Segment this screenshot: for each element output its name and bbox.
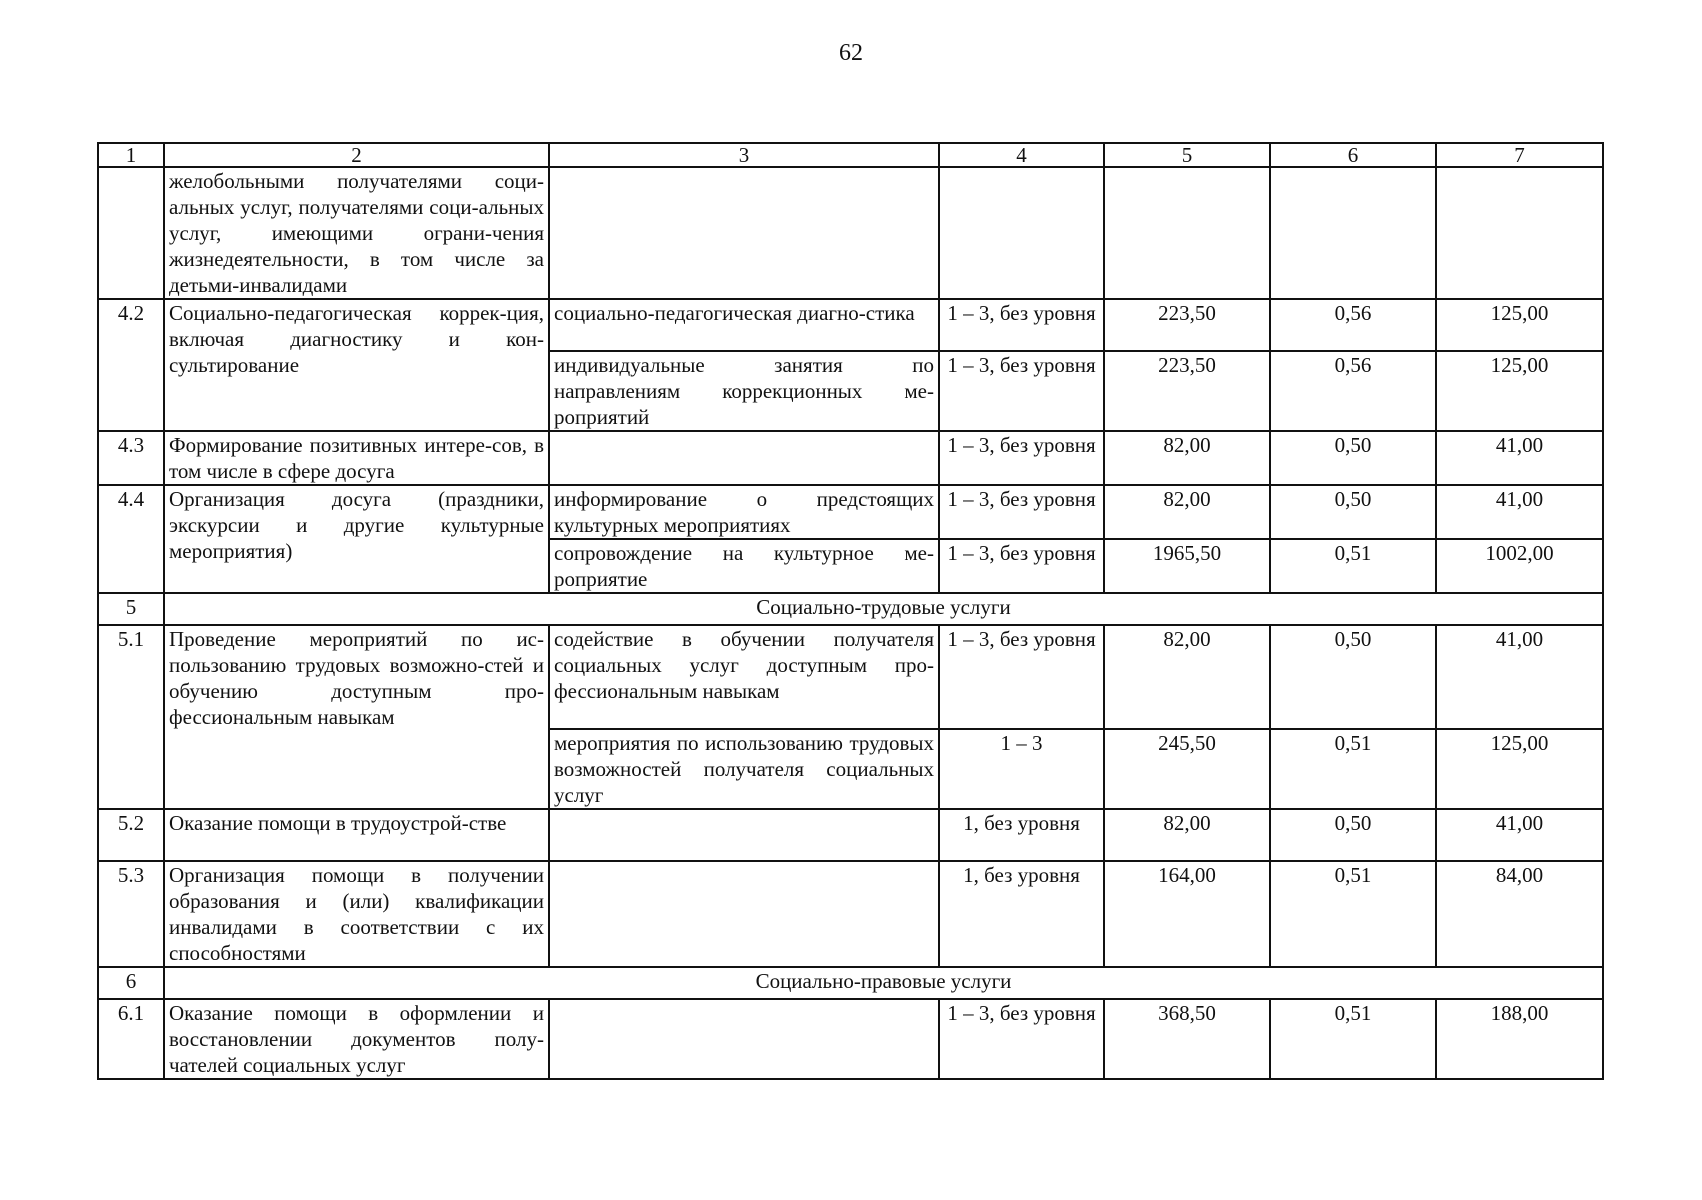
- section-row: [98, 967, 1603, 999]
- value-cell: 223,50: [1104, 299, 1270, 351]
- value-cell: 0,50: [1270, 809, 1436, 861]
- value-cell: [1270, 167, 1436, 299]
- level-cell: [939, 167, 1104, 299]
- value-cell: 368,50: [1104, 999, 1270, 1079]
- page-number: 62: [839, 40, 863, 66]
- value-cell: 125,00: [1436, 299, 1603, 351]
- header-cell: 7: [1436, 143, 1603, 167]
- row-number: 6.1: [98, 999, 164, 1079]
- header-cell: 5: [1104, 143, 1270, 167]
- value-cell: 245,50: [1104, 729, 1270, 809]
- header-cell: 1: [98, 143, 164, 167]
- value-cell: 0,51: [1270, 729, 1436, 809]
- value-cell: 82,00: [1104, 625, 1270, 729]
- value-cell: 188,00: [1436, 999, 1603, 1079]
- table-row: [98, 431, 1603, 485]
- service-content: [549, 431, 939, 485]
- value-cell: 125,00: [1436, 351, 1603, 431]
- value-cell: 82,00: [1104, 431, 1270, 485]
- value-cell: 125,00: [1436, 729, 1603, 809]
- level-cell: 1 – 3: [939, 729, 1104, 809]
- service-name: Оказание помощи в оформлении и восстановлении документов полу-чателей социальных услуг: [164, 999, 549, 1079]
- service-content: [549, 167, 939, 299]
- value-cell: 41,00: [1436, 431, 1603, 485]
- value-cell: 41,00: [1436, 625, 1603, 729]
- value-cell: 1002,00: [1436, 539, 1603, 593]
- level-cell: 1, без уровня: [939, 809, 1104, 861]
- table-row: [98, 167, 1603, 299]
- level-cell: 1 – 3, без уровня: [939, 539, 1104, 593]
- row-number: 4.4: [98, 485, 164, 593]
- value-cell: 0,50: [1270, 485, 1436, 539]
- value-cell: 164,00: [1104, 861, 1270, 967]
- service-name: Организация досуга (праздники, экскурсии и другие культурные мероприятия): [164, 485, 549, 593]
- service-name: Организация помощи в получении образования и (или) квалификации инвалидами в соответствии с их способностями: [164, 861, 549, 967]
- service-content: мероприятия по использованию трудовых возможностей получателя социальных услуг: [549, 729, 939, 809]
- value-cell: 0,50: [1270, 431, 1436, 485]
- table-row: [98, 299, 1603, 351]
- section-row: [98, 593, 1603, 625]
- service-content: содействие в обучении получателя социальных услуг доступным про-фессиональным навыкам: [549, 625, 939, 729]
- value-cell: 0,51: [1270, 861, 1436, 967]
- service-name: Формирование позитивных интере-сов, в том числе в сфере досуга: [164, 431, 549, 485]
- row-number: 5.2: [98, 809, 164, 861]
- level-cell: 1 – 3, без уровня: [939, 485, 1104, 539]
- header-cell: 2: [164, 143, 549, 167]
- header-cell: 3: [549, 143, 939, 167]
- section-number: 5: [98, 593, 164, 625]
- value-cell: 41,00: [1436, 809, 1603, 861]
- service-content: информирование о предстоящих культурных мероприятиях: [549, 485, 939, 539]
- value-cell: [1436, 167, 1603, 299]
- value-cell: 0,56: [1270, 299, 1436, 351]
- service-content: [549, 861, 939, 967]
- service-name: Социально-педагогическая коррек-ция, включая диагностику и кон-сультирование: [164, 299, 549, 431]
- level-cell: 1 – 3, без уровня: [939, 299, 1104, 351]
- value-cell: 0,50: [1270, 625, 1436, 729]
- value-cell: 223,50: [1104, 351, 1270, 431]
- value-cell: 1965,50: [1104, 539, 1270, 593]
- header-cell: 6: [1270, 143, 1436, 167]
- service-content: [549, 809, 939, 861]
- value-cell: 82,00: [1104, 809, 1270, 861]
- level-cell: 1 – 3, без уровня: [939, 431, 1104, 485]
- header-cell: 4: [939, 143, 1104, 167]
- section-title: Социально-правовые услуги: [164, 967, 1603, 999]
- table-row: [98, 809, 1603, 861]
- value-cell: 82,00: [1104, 485, 1270, 539]
- value-cell: 41,00: [1436, 485, 1603, 539]
- table-row: [98, 485, 1603, 539]
- row-number: 4.3: [98, 431, 164, 485]
- value-cell: 0,56: [1270, 351, 1436, 431]
- value-cell: 84,00: [1436, 861, 1603, 967]
- services-table: [97, 142, 1604, 1080]
- service-content: сопровождение на культурное ме-роприятие: [549, 539, 939, 593]
- row-number: 5.1: [98, 625, 164, 809]
- service-name: Оказание помощи в трудоустрой-стве: [164, 809, 549, 861]
- row-number: [98, 167, 164, 299]
- value-cell: [1104, 167, 1270, 299]
- level-cell: 1 – 3, без уровня: [939, 351, 1104, 431]
- service-content: индивидуальные занятия по направлениям коррекционных ме-роприятий: [549, 351, 939, 431]
- service-content: [549, 999, 939, 1079]
- level-cell: 1 – 3, без уровня: [939, 999, 1104, 1079]
- service-content: социально-педагогическая диагно-стика: [549, 299, 939, 351]
- table-row: [98, 861, 1603, 967]
- value-cell: 0,51: [1270, 539, 1436, 593]
- row-number: 5.3: [98, 861, 164, 967]
- table-row: [98, 625, 1603, 729]
- row-number: 4.2: [98, 299, 164, 431]
- service-name: Проведение мероприятий по ис-пользованию трудовых возможно-стей и обучению доступным про-фессиональным навыкам: [164, 625, 549, 809]
- level-cell: 1, без уровня: [939, 861, 1104, 967]
- section-number: 6: [98, 967, 164, 999]
- service-name: желобольными получателями соци-альных услуг, получателями соци-альных услуг, имеющими ограни-чения жизнедеятельности, в том числе за детьми-инвалидами: [164, 167, 549, 299]
- value-cell: 0,51: [1270, 999, 1436, 1079]
- table-header-row: [98, 143, 1603, 167]
- section-title: Социально-трудовые услуги: [164, 593, 1603, 625]
- level-cell: 1 – 3, без уровня: [939, 625, 1104, 729]
- table-row: [98, 999, 1603, 1079]
